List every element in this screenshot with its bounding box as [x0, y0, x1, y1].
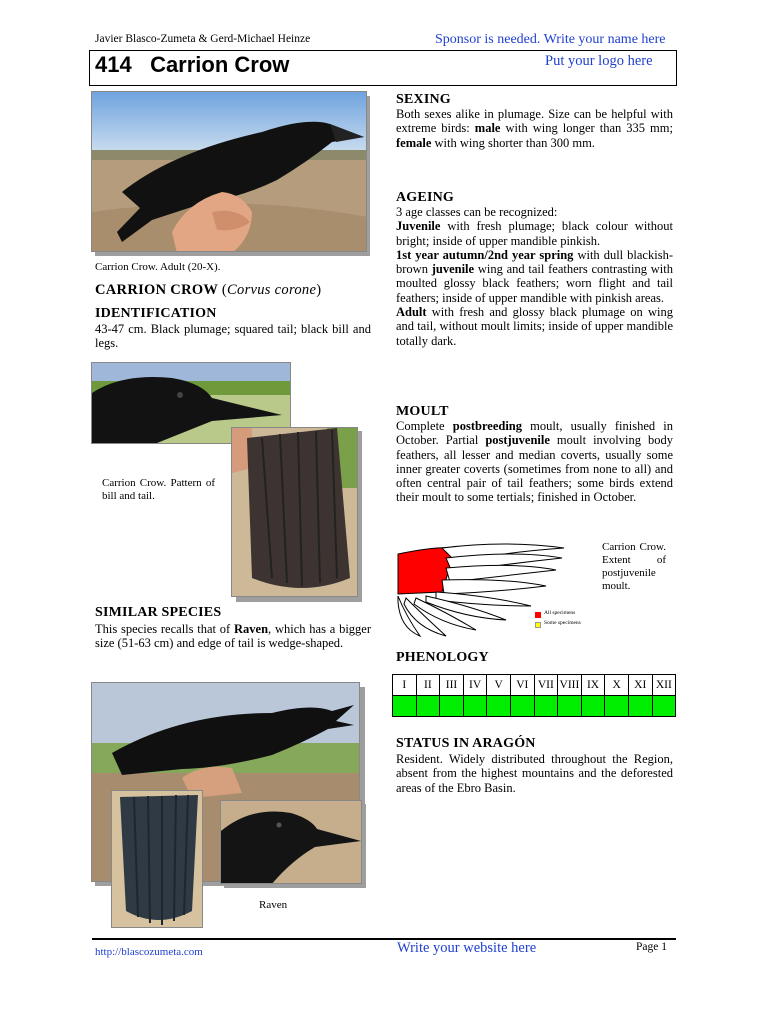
- month-cell: XI: [628, 675, 652, 696]
- presence-cell: [558, 696, 582, 717]
- legend-some-label: Some specimens: [544, 620, 581, 626]
- month-cell: IV: [463, 675, 487, 696]
- presence-cell: [393, 696, 417, 717]
- similar-species-text: This species recalls that of Raven, which has a bigger size (51-63 cm) and edge of tail is wedge-shaped.: [95, 622, 371, 651]
- wing-caption: Carrion Crow. Extent of postjuvenile moult.: [602, 541, 666, 592]
- month-cell: V: [487, 675, 511, 696]
- phenology-presence-row: [393, 696, 676, 717]
- authors: Javier Blasco-Zumeta & Gerd-Michael Heinze: [95, 33, 311, 45]
- month-cell: III: [440, 675, 464, 696]
- month-cell: VII: [534, 675, 558, 696]
- sexing-heading: SEXING: [396, 92, 451, 107]
- raven-tail-photo: [111, 790, 203, 928]
- page-title: [95, 52, 289, 78]
- legend-all-swatch: [535, 612, 541, 618]
- identification-heading: IDENTIFICATION: [95, 306, 217, 321]
- presence-cell: [440, 696, 464, 717]
- presence-cell: [487, 696, 511, 717]
- phenology-month-row: [393, 675, 676, 696]
- identification-text: 43-47 cm. Black plumage; squared tail; black bill and legs.: [95, 322, 371, 351]
- species-number: 414: [95, 52, 132, 77]
- ageing-heading: AGEING: [396, 190, 454, 205]
- presence-cell: [463, 696, 487, 717]
- presence-cell: [416, 696, 440, 717]
- site-link[interactable]: http://blascozumeta.com: [95, 946, 203, 958]
- photo2-caption: Carrion Crow. Pattern of bill and tail.: [102, 477, 215, 502]
- carrion-crow-adult-photo: [91, 91, 367, 252]
- similar-species-heading: SIMILAR SPECIES: [95, 605, 222, 620]
- month-cell: XII: [652, 675, 676, 696]
- month-cell: II: [416, 675, 440, 696]
- legend-some-swatch: [535, 622, 541, 628]
- species-heading: CARRION CROW (Corvus corone): [95, 282, 322, 298]
- presence-cell: [652, 696, 676, 717]
- photo1-caption: Carrion Crow. Adult (20-X).: [95, 261, 221, 273]
- raven-head-photo: [220, 800, 362, 884]
- month-cell: VI: [510, 675, 534, 696]
- presence-cell: [605, 696, 629, 717]
- month-cell: I: [393, 675, 417, 696]
- sponsor-text: Sponsor is needed. Write your name here: [435, 32, 666, 47]
- website-placeholder: Write your website here: [397, 940, 537, 956]
- moult-heading: MOULT: [396, 404, 449, 419]
- status-text: Resident. Widely distributed throughout the Region, absent from the highest mountains and the deforested areas of the Ebro Basin.: [396, 752, 673, 795]
- species-name: CARRION CROW: [95, 282, 218, 298]
- ageing-text: 3 age classes can be recognized: Juvenile with fresh plumage; black colour without bright; inside of upper mandible pinkish. 1st year autumn/2nd year spring with dull blackish-brown juvenile wing and tail feathers contrasting with moulted glossy black feathers; worn flight and tail feathers; inside of upper mandible with pinkish areas. Adult with fresh and glossy black plumage on wing and tail, without moult limits; inside of upper mandible totally dark.: [396, 205, 673, 348]
- scientific-name: Corvus corone: [227, 282, 317, 298]
- page-number: Page 1: [636, 941, 667, 953]
- status-heading: STATUS IN ARAGÓN: [396, 736, 536, 751]
- phenology-table: [392, 674, 676, 717]
- presence-cell: [628, 696, 652, 717]
- month-cell: IX: [581, 675, 605, 696]
- moult-text: Complete postbreeding moult, usually finished in October. Partial postjuvenile moult involving body feathers, all lesser and median coverts, usually some inner greater coverts (sometimes from none to all) and often central pair of tail feathers; some birds extend their moult to some tertials; finished in October.: [396, 419, 673, 505]
- footer-divider: [92, 938, 676, 940]
- legend-all-label: All specimens: [544, 610, 576, 616]
- month-cell: X: [605, 675, 629, 696]
- presence-cell: [534, 696, 558, 717]
- presence-cell: [581, 696, 605, 717]
- sexing-text: Both sexes alike in plumage. Size can be helpful with extreme birds: male with wing longer than 335 mm; female with wing shorter than 300 mm.: [396, 107, 673, 150]
- month-cell: VIII: [558, 675, 582, 696]
- photo3-caption: Raven: [259, 899, 288, 911]
- presence-cell: [510, 696, 534, 717]
- phenology-heading: PHENOLOGY: [396, 650, 489, 665]
- species-title: Carrion Crow: [150, 52, 290, 77]
- logo-placeholder: Put your logo here: [545, 53, 653, 69]
- carrion-crow-tail-photo: [231, 427, 358, 597]
